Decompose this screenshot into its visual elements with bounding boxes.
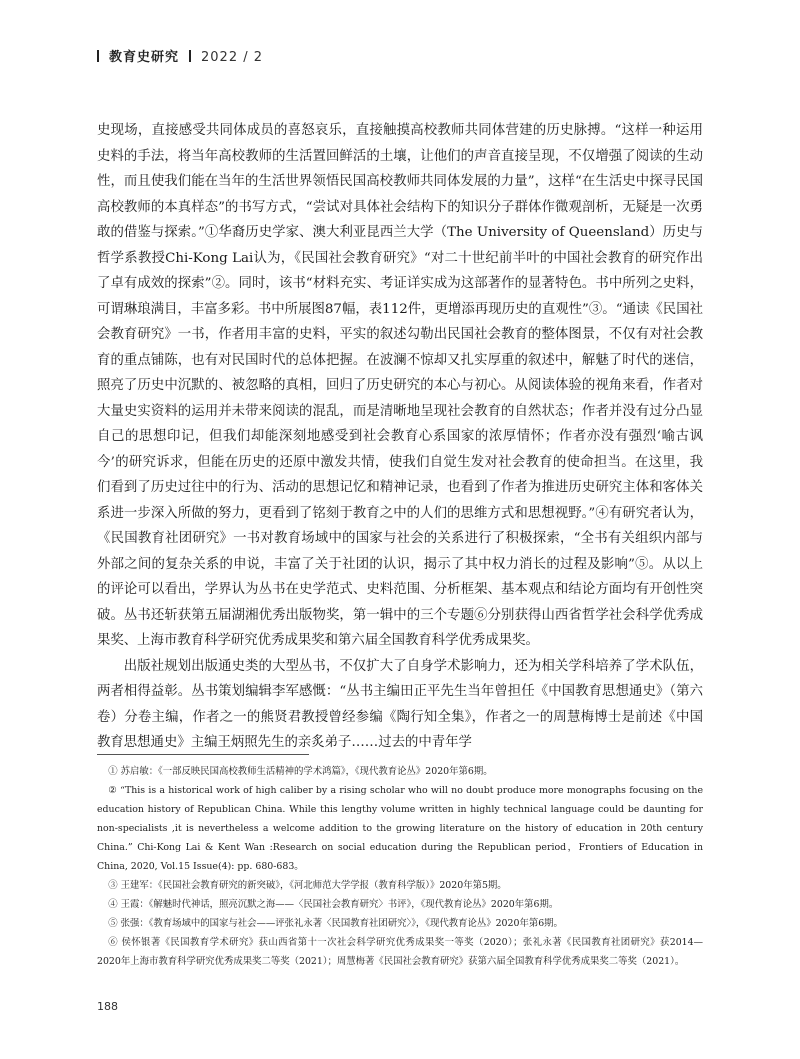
- footnote: ③ 王建军：《民国社会教育研究的新突破》，《河北师范大学学报（教育科学版）》2020年第5期。: [108, 880, 507, 891]
- article-body: [97, 118, 703, 756]
- running-head-bar-left: [97, 50, 99, 62]
- footnote: ② “This is a historical work of high caliber by a rising scholar who will no doubt produce more monographs focusing on the education history of Republican China. While this lengthy volume written in highly technical language could be daunting for non-specialists ,it is nevertheless a welcome addition to the growing literature on the history of education in 20th century China.” Chi-Kong Lai & Kent Wan :Research on social education during the Republican period，Frontiers of Education in China, 2020, Vol.15 Issue(4): pp. 680-683。: [97, 785, 703, 872]
- footnote: ⑤ 张强：《教育场域中的国家与社会——评张礼永著〈民国教育社团研究〉》，《现代教育论丛》2020年第6期。: [108, 918, 563, 929]
- footnotes: [97, 762, 703, 971]
- body-paragraph: 出版社规划出版通史类的大型丛书，不仅扩大了自身学术影响力，还为相关学科培养了学术队伍，两者相得益彰。丛书策划编辑李军感慨：“丛书主编田正平先生当年曾担任《中国教育思想通史》（第六卷）分卷主编，作者之一的熊贤君教授曾经参编《陶行知全集》，作者之一的周慧梅博士是前述《中国教育思想通史》主编王炳照先生的亲炙弟子……过去的中青年学: [97, 658, 703, 750]
- running-head: [97, 48, 263, 68]
- page-number: 188: [97, 1000, 118, 1013]
- footnote: ⑥ 侯怀银著《民国教育学术研究》获山西省第十一次社会科学研究优秀成果奖一等奖（2020）；张礼永著《民国教育社团研究》获2014—2020年上海市教育科学研究优秀成果奖二等奖（2021）；周慧梅著《民国社会教育研究》获第六届全国教育科学优秀成果奖二等奖（2021）。: [97, 937, 703, 967]
- issue-number: 2022 / 2: [201, 50, 264, 65]
- footnote-separator: [97, 754, 309, 755]
- footnote: ① 苏启敏：《一部反映民国高校教师生活精神的学术鸿篇》，《现代教育论丛》2020年第6期。: [108, 766, 493, 777]
- journal-title: 教育史研究: [109, 50, 180, 65]
- footnote: ④ 王霞：《解魅时代神话，照亮沉默之海——〈民国社会教育研究〉书评》，《现代教育论丛》2020年第6期。: [108, 899, 559, 910]
- running-head-bar-right: [189, 50, 191, 62]
- body-paragraph: 史现场，直接感受共同体成员的喜怒哀乐，直接触摸高校教师共同体营建的历史脉搏。“这样一种运用史料的手法，将当年高校教师的生活置回鲜活的土壤，让他们的声音直接呈现，不仅增强了阅读的生动性，而且使我们能在当年的生活世界领悟民国高校教师共同体发展的力量”，这样“在生活史中探寻民国高校教师的本真样态”的书写方式，“尝试对具体社会结构下的知识分子群体作微观剖析，无疑是一次勇敢的借鉴与探索。”①华裔历史学家、澳大利亚昆西兰大学（The University of Queensland）历史与哲学系教授Chi-Kong Lai认为，《民国社会教育研究》“对二十世纪前半叶的中国社会教育的研究作出了卓有成效的探索”②。同时，该书“材料充实、考证详实成为这部著作的显著特色。书中所列之史料，可谓琳琅满目，丰富多彩。书中所展图87幅，表112件，更增添再现历史的直观性”③。“通读《民国社会教育研究》一书，作者用丰富的史料，平实的叙述勾勒出民国社会教育的整体图景，不仅有对社会教育的重点铺陈，也有对民国时代的总体把握。在波澜不惊却又扎实厚重的叙述中，解魅了时代的迷信，照亮了历史中沉默的、被忽略的真相，回归了历史研究的本心与初心。从阅读体验的视角来看，作者对大量史实资料的运用并未带来阅读的混乱，而是清晰地呈现社会教育的自然状态；作者并没有过分凸显自己的思想印记，但我们却能深刻地感受到社会教育心系国家的浓厚情怀；作者亦没有强烈‘喻古讽今’的研究诉求，但能在历史的还原中激发共情，使我们自觉生发对社会教育的使命担当。在这里，我们看到了历史过往中的行为、活动的思想记忆和精神记录，也看到了作者为推进历史研究主体和客体关系进一步深入所做的努力，更看到了铭刻于教育之中的人们的思维方式和思想视野。”④有研究者认为，《民国教育社团研究》一书对教育场域中的国家与社会的关系进行了积极探索，“全书有关组织内部与外部之间的复杂关系的申说，丰富了关于社团的认识，揭示了其中权力消长的过程及影响”⑤。从以上的评论可以看出，学界认为丛书在史学范式、史料范围、分析框架、基本观点和结论方面均有开创性突破。丛书还斩获第五届湖湘优秀出版物奖，第一辑中的三个专题⑥分别获得山西省哲学社会科学优秀成果奖、上海市教育科学研究优秀成果奖和第六届全国教育科学优秀成果奖。: [97, 123, 703, 648]
